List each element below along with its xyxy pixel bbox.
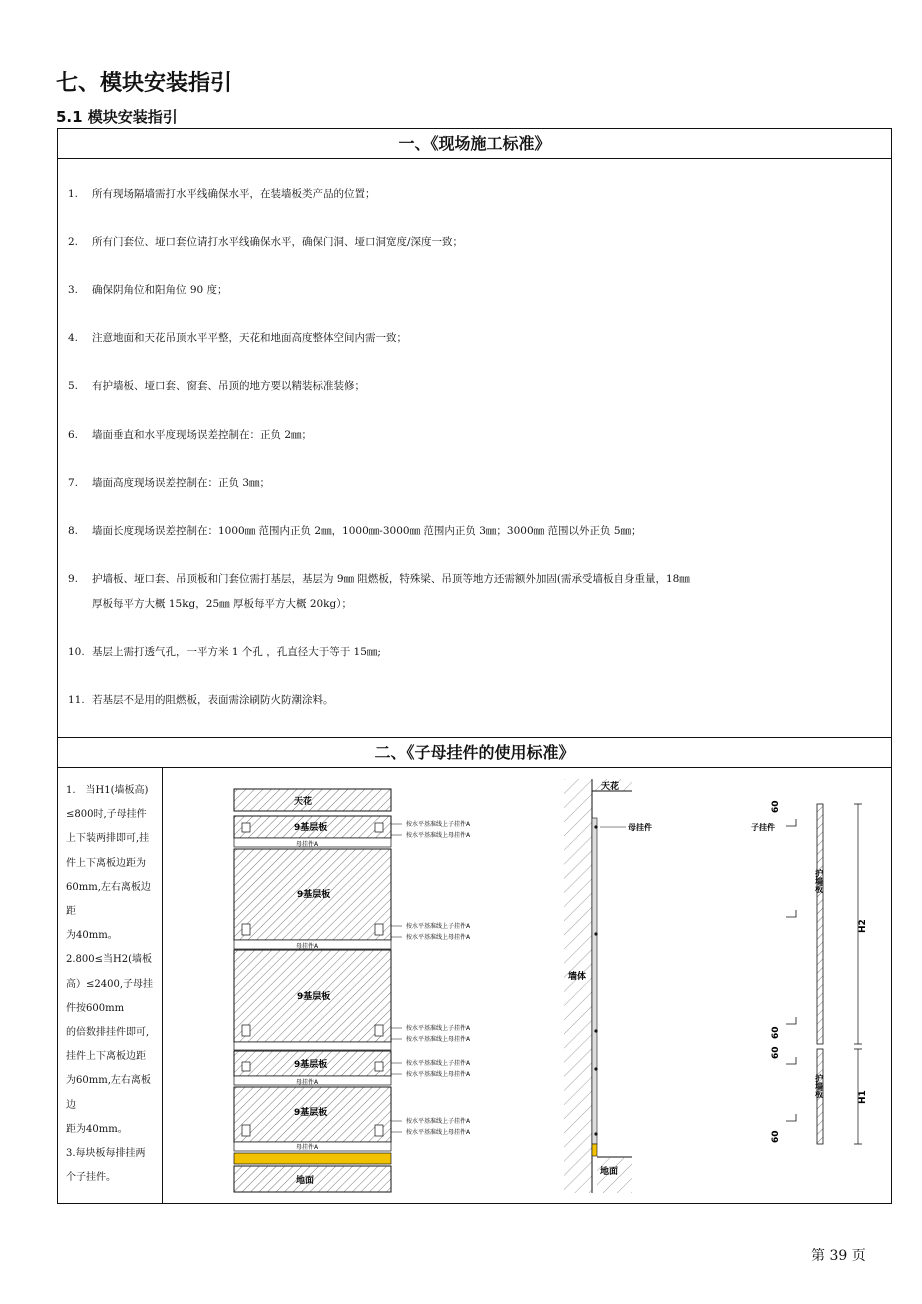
section-subtitle: 5.1 模块安装指引 (56, 108, 178, 126)
list-item: 7. 墙面高度现场误差控制在：正负 3㎜； (68, 477, 271, 489)
ceiling-label: 天花 (601, 782, 620, 792)
child-hanger-callout: 子挂件 (751, 823, 775, 832)
svg-text:按水平基准线上子挂件A: 按水平基准线上子挂件A (406, 1025, 471, 1032)
section-view (564, 779, 652, 1193)
parent-hanger-label: 母挂件A (296, 841, 319, 848)
list-item: 1. 所有现场隔墙需打水平线确保水平，在装墙板类产品的位置； (68, 188, 376, 200)
list-item: 3. 确保阴角位和阳角位 90 度； (68, 284, 228, 296)
parent-hanger-callout: 母挂件 (628, 823, 652, 832)
board-label: 9基层板 (297, 992, 331, 1002)
elevation-view (234, 789, 471, 1192)
floor-label: 地面 (296, 1176, 315, 1186)
svg-text:按水平基准线上母挂件A: 按水平基准线上母挂件A (406, 1129, 471, 1136)
panel-label: 护墙板 (814, 869, 824, 893)
wall-label: 墙体 (568, 972, 587, 982)
list-item: 11. 若基层不是用的阻燃板，表面需涂刷防火防潮涂料。 (68, 694, 334, 706)
board-label: 9基层板 (294, 1060, 328, 1070)
dim-label: 60 (771, 1026, 781, 1039)
board-label: 9基层板 (294, 823, 328, 833)
ceiling-label: 天花 (294, 797, 313, 807)
dim-label: H2 (858, 919, 868, 933)
wall-hatch (564, 779, 592, 1193)
hanger-installation-diagram (164, 769, 890, 1203)
skirting-strip (234, 1153, 391, 1164)
page-title: 七、模块安装指引 (56, 71, 233, 96)
list-item: 10. 基层上需打透气孔，一平方米 1 个孔 ，孔直径大于等于 15㎜; (68, 646, 381, 658)
list-item: 4. 注意地面和天花吊顶水平平整，天花和地面高度整体空间内需一致； (68, 332, 407, 344)
list-item: 6. 墙面垂直和水平度现场误差控制在：正负 2㎜； (68, 429, 313, 441)
parent-hanger-label: 母挂件A (296, 1144, 319, 1151)
list-item: 2. 所有门套位、垭口套位请打水平线确保水平，确保门洞、垭口洞宽度/深度一致； (68, 236, 464, 248)
side-detail-view (751, 800, 868, 1144)
content-table (57, 128, 892, 1204)
list-item: 9. 护墙板、垭口套、吊顶板和门套位需打基层，基层为 9㎜ 阻燃板，特殊梁、吊顶等地方还需额外加固(需承受墙板自身重量，18㎜ 厚板每平方大概 15kg，25㎜ 厚板每平方大概 20kg）； (68, 573, 690, 610)
dim-label: 60 (771, 1046, 781, 1059)
list-item: 8. 墙面长度现场误差控制在：1000㎜ 范围内正负 2㎜，1000㎜-3000㎜ 范围内正负 3㎜；3000㎜ 范围以外正负 5㎜； (68, 525, 642, 537)
section2-title: 二、《子母挂件的使用标准》 (374, 743, 575, 762)
svg-text:按水平基准线上母挂件A: 按水平基准线上母挂件A (406, 1036, 471, 1043)
svg-text:按水平基准线上子挂件A: 按水平基准线上子挂件A (406, 1060, 471, 1067)
parent-hanger-label: 母挂件A (296, 1079, 319, 1086)
column-divider (162, 767, 163, 1203)
svg-text:按水平基准线上子挂件A: 按水平基准线上子挂件A (406, 923, 471, 930)
dim-label: 60 (771, 800, 781, 813)
svg-text:按水平基准线上子挂件A: 按水平基准线上子挂件A (406, 1118, 471, 1125)
panel-label: 护墙板 (814, 1074, 824, 1098)
divider (58, 767, 891, 768)
dim-label: 60 (771, 1130, 781, 1143)
annotation-notes (391, 820, 471, 1136)
hanger-rules-text: 1. 当H1(墙板高) ≤800时,子母挂件 上下装两排即可,挂 件上下离板边距为 60mm,左右离板边距 为40mm。 2.800≤当H2(墙板 高）≤2400,子母挂 件按600mm 的倍数排挂件即可, 挂件上下离板边距 为60mm,左右离板边 距为40mm。 3.每块板每排挂两 个子挂件。 (66, 785, 154, 1184)
svg-text:按水平基准线上母挂件A: 按水平基准线上母挂件A (406, 934, 471, 941)
list-item: 5. 有护墙板、垭口套、窗套、吊顶的地方要以精装标准装修； (68, 380, 365, 392)
panel-strip (814, 804, 824, 1044)
board-label: 9基层板 (294, 1108, 328, 1118)
floor-label: 地面 (600, 1167, 619, 1177)
board-label: 9基层板 (297, 890, 331, 900)
panel-section (592, 818, 597, 1144)
section1-title: 一、《现场施工标准》 (398, 134, 551, 153)
divider (58, 158, 891, 159)
ceiling-block (234, 789, 391, 811)
parent-hanger-label: 母挂件A (296, 943, 319, 950)
dim-label: H1 (858, 1090, 868, 1104)
svg-text:按水平基准线上母挂件A: 按水平基准线上母挂件A (406, 1071, 471, 1078)
page-number: 第 39 页 (811, 1248, 866, 1264)
svg-text:按水平基准线上子挂件A: 按水平基准线上子挂件A (406, 821, 471, 828)
svg-text:按水平基准线上母挂件A: 按水平基准线上母挂件A (406, 832, 471, 839)
